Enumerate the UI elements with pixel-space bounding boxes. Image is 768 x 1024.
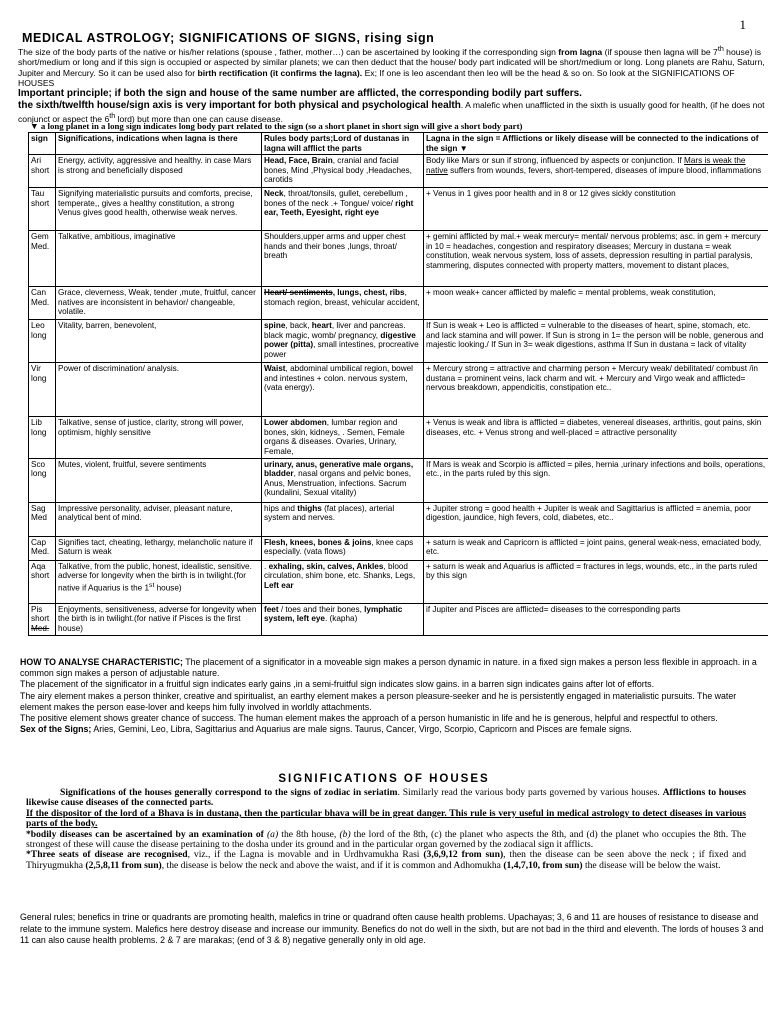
signif-cell: Vitality, barren, benevolent,	[56, 320, 262, 363]
body-cell: Head, Face, Brain, cranial and facial bones, Mind ,Physical body ,Headaches, carotids	[262, 155, 424, 188]
body-cell: hips and thighs (fat places), arterial system and nerves.	[262, 502, 424, 536]
table-row	[29, 502, 768, 536]
intro-paragraph-1: The size of the body parts of the native or his/her relations (spouse , father, mother…) can be ascertained by looking if the corresponding sign from lagna (if spouse then lagna will be 7th house) is short/medium or long and if this sign is occupied or aspected by similar planets; we can then deduct that the house/ body part indicated will be short/medium or long. Long planets are Rahu, Saturn, Jupiter and Mercury. So it can be used also for birth rectification (it confirms the lagna). Ex; If one is leo ascendant then leo will be the head & so on. So look at the SIGNIFICATIONS OF HOUSES	[18, 45, 765, 89]
sign-cell: Lib long	[29, 417, 56, 458]
sign-cell: Vir long	[29, 363, 56, 417]
houses-heading: SIGNIFICATIONS OF HOUSES	[278, 773, 490, 785]
houses-section	[26, 788, 746, 871]
lagna-cell: Body like Mars or sun if strong, influenced by aspects or conjunction. If Mars is weak the native suffers from wounds, fevers, short-tempered, diseases of impure blood, inflammations	[424, 155, 768, 188]
signif-cell: Enjoyments, sensitiveness, adverse for longevity when the birth is in twilight.(for native if Pisces is the first house)	[56, 603, 262, 635]
lagna-cell: If Sun is weak + Leo is afflicted = vulnerable to the diseases of heart, spine, stomach, etc. and lack stamina and will power. If Sun is strong in 1= the person will be noble, generous and majestic looking./ If Sun in 3= weak digestions, asthma If Sun in dustana = lack of vitality	[424, 320, 768, 363]
signif-cell: Grace, cleverness, Weak, tender ,mute, fruitful, cancer natives are inconsistent in behavior/ changeable, volatile.	[56, 287, 262, 320]
houses-paragraph-1: Significations of the houses generally correspond to the signs of zodiac in seriatim. Similarly read the various body parts governed by various houses. Afflictions to houses likewise cause diseases of the connected parts.	[26, 787, 746, 809]
page-number: 1	[739, 17, 746, 32]
intro-paragraph-3: the sixth/twelfth house/sign axis is very important for both physical and psychological health. A malefic when unafflicted in the sixth is usually good for health, (if he does not conjunct or aspect the 6th lord) but more than one can cause disease.	[18, 99, 765, 124]
long-planet-note: ▼ a long planet in a long sign indicates long body part related to the sign (so a short planet in short sign will give a short body part)	[30, 121, 523, 131]
lagna-cell: + Venus is weak and libra is afflicted = diabetes, venereal diseases, arthritis, gout pains, skin diseases, etc. + Venus strong and well-placed = attractive personality	[424, 417, 768, 458]
signif-cell: Power of discrimination/ analysis.	[56, 363, 262, 417]
body-cell: feet / toes and their bones, lymphatic system, left eye. (kapha)	[262, 603, 424, 635]
sex-of-signs: Sex of the Signs; Aries, Gemini, Leo, Libra, Sagittarius and Aquarius are male signs. Taurus, Cancer, Virgo, Scorpio, Capricorn and Pisces are female signs.	[20, 724, 632, 735]
body-cell: Heart/ sentiments, lungs, chest, ribs, stomach region, breast, vehicular accident,	[262, 287, 424, 320]
sign-cell: Sag Med	[29, 502, 56, 536]
houses-paragraph-3: *bodily diseases can be ascertained by an examination of (a) the 8th house, (b) the lord of the 8th, (c) the planet who aspects the 8th, and (d) the planet who occupies the 8th. The strongest of these will cause the disease pertaining to the dosha under its ground and in the particular organ governed by the zodiacal sign it afflicts.	[26, 828, 746, 851]
signif-cell: Signifies tact, cheating, lethargy, melancholic nature if Saturn is weak	[56, 536, 262, 560]
important-principle: Important principle; if both the sign and house of the same number are afflicted, the corresponding bodily part suffers.	[18, 88, 582, 100]
sign-cell: Pis short Med.	[29, 603, 56, 635]
signif-cell: Impressive personality, adviser, pleasant nature, analytical bent of mind.	[56, 502, 262, 536]
lagna-cell: + Mercury strong = attractive and charming person + Mercury weak/ debilitated/ combust /in dustana = prominent veins, lack charm and wit. + Mercury and Virgo weak and afflicted= nervous breakdown, appendicitis, constipation etc..	[424, 363, 768, 417]
page-title: MEDICAL ASTROLOGY; SIGNIFICATIONS OF SIGNS, rising sign	[22, 31, 435, 45]
sign-cell: Leo long	[29, 320, 56, 363]
lagna-cell: if Jupiter and Pisces are afflicted= diseases to the corresponding parts	[424, 603, 768, 635]
table-row	[29, 458, 768, 502]
signif-cell: Signifying materialistic pursuits and comforts, precise, temperate,, gives a healthy constitution, a strong Venus gives good health, otherwise weak nerves.	[56, 188, 262, 231]
lagna-cell: + Venus in 1 gives poor health and in 8 or 12 gives sickly constitution	[424, 188, 768, 231]
table-row	[29, 417, 768, 458]
sign-cell: Tau short	[29, 188, 56, 231]
table-row	[29, 155, 768, 188]
signs-table	[28, 132, 768, 636]
how-to-analyse-section	[20, 657, 766, 735]
sign-cell: Sco long	[29, 458, 56, 502]
signif-cell: Mutes, violent, fruitful, severe sentiments	[56, 458, 262, 502]
lagna-cell: + moon weak+ cancer afflicted by malefic = mental problems, weak constitution,	[424, 287, 768, 320]
howto-paragraph-4: The positive element shows greater chance of success. The human element makes the approach of a person humanistic in life and he is generous, helpful and respectful to others.	[20, 713, 718, 724]
signif-cell: Energy, activity, aggressive and healthy. in case Mars is strong and beneficially disposed	[56, 155, 262, 188]
howto-paragraph-3: The airy element makes a person thinker, creative and spiritualist, an earthy element makes a person pleasure-seeker and he is persistently engaged in materialistic pursuits. The water element makes the person ease-lover and keeps him fully involved in worldly attachments.	[20, 690, 737, 712]
intro-section	[18, 44, 766, 124]
signif-cell: Talkative, sense of justice, clarity, strong will power, optimism, highly sensitive	[56, 417, 262, 458]
houses-paragraph-4: *Three seats of disease are recognised, viz., if the Lagna is movable and in Urdhvamukha Rasi (3,6,9,12 from sun), then the disease can be seen above the neck ; if fixed and Thiryugmukha (2,5,8,11 from sun), the disease is below the neck and above the waist, and if it is common and Adhomukha (1,4,7,10, from sun) the disease will be below the waist.	[26, 849, 747, 871]
lagna-cell: If Mars is weak and Scorpio is afflicted = piles, hernia ,urinary infections and boils, operations, etc., in the parts ruled by this sign.	[424, 458, 768, 502]
header-body-parts: Rules body parts;Lord of dustanas in lagna will afflict the parts	[262, 133, 424, 155]
signif-cell: Talkative, from the public, honest, idealistic, sensitive. adverse for longevity when the birth is in twilight.(for native if Aquarius is the 1st house)	[56, 560, 262, 603]
body-cell: . exhaling, skin, calves, Ankles, blood circulation, shim bone, etc. Shanks, Legs, Left ear	[262, 560, 424, 603]
body-cell: urinary, anus, generative male organs, bladder, nasal organs and pelvic bones, Anus, Menstruation, infections. Sacrum (kundalini, Sexual vitality)	[262, 458, 424, 502]
body-cell: spine, back, heart, liver and pancreas. black magic, womb/ pregnancy, digestive power (pitta), small intestines, procreative power	[262, 320, 424, 363]
sign-cell: Can Med.	[29, 287, 56, 320]
table-row	[29, 188, 768, 231]
body-cell: Lower abdomen, lumbar region and bones, skin, kidneys, . Semen, Female organs & diseases. Ovaries, Urinary, Female,	[262, 417, 424, 458]
lagna-cell: + saturn is weak and Capricorn is afflicted = joint pains, general weak-ness, emaciated body, etc.	[424, 536, 768, 560]
lagna-cell: + saturn is weak and Aquarius is afflicted = fractures in legs, wounds, etc., in the parts ruled by this sign	[424, 560, 768, 603]
table-row	[29, 363, 768, 417]
header-significations: Significations, indications when lagna is there	[56, 133, 262, 155]
body-cell: Neck, throat/tonsils, gullet, cerebellum , bones of the neck .+ Tongue/ voice/ right ear, Teeth, Eyesight, right eye	[262, 188, 424, 231]
table-header-row	[29, 133, 768, 155]
general-rules: General rules; benefics in trine or quadrants are promoting health, malefics in trine or quadrand often cause health problems. Upachayas; 3, 6 and 11 are houses of resistance to disease and relate to the immune system. Malefics here destroy disease and increase our immunity. Benefics do not do well in the sixth, but are not bad in the third and eleventh. The lords of houses 3 and 11 can also cause health problems. 2 & 7 are marakas; (end of 3 & 8) negative generally only in old age.	[20, 912, 764, 946]
sign-cell: Gem Med.	[29, 231, 56, 287]
lagna-cell: + gemini afflicted by mal.+ weak mercury= mental/ nervous problems; asc. in gem + mercury in 10 = headaches, congestion and respiratory diseases; Mercury in dustana = weak constitution, weak nervous system, loss of assets, depression resulting in partial paralysis, stammering, disputes connected with property matters, movement to distant places,	[424, 231, 768, 287]
signif-cell: Talkative, ambitious, imaginative	[56, 231, 262, 287]
sign-cell: Aqa short	[29, 560, 56, 603]
header-lagna: Lagna in the sign = Afflictions or likely disease will be connected to the indications of the sign ▼	[424, 133, 768, 155]
sign-cell: Cap Med.	[29, 536, 56, 560]
body-cell: Shoulders,upper arms and upper chest hands and their bones ,lungs, throat/ breath	[262, 231, 424, 287]
body-cell: Flesh, knees, bones & joins, knee caps especially. (vata flows)	[262, 536, 424, 560]
houses-paragraph-2: If the dispositor of the lord of a Bhava is in dustana, then the particular bhava will be in great danger. This rule is very useful in medical astrology to detect diseases in various parts of the body.	[26, 807, 746, 830]
howto-paragraph-2: The placement of the significator in a fruitful sign indicates early gains ,in a semi-fruitful sign indicates slow gains. in a barren sign indicates gains after lot of efforts.	[20, 679, 655, 690]
header-sign: sign	[29, 133, 56, 155]
table-row	[29, 320, 768, 363]
table-row	[29, 231, 768, 287]
lagna-cell: + Jupiter strong = good health + Jupiter is weak and Sagittarius is afflicted = anemia, poor digestion, jaundice, high fevers, cold, diabetes, etc..	[424, 502, 768, 536]
body-cell: Waist, abdominal umbilical region, bowel and intestines + colon. nervous system, (vata energy).	[262, 363, 424, 417]
table-row	[29, 536, 768, 560]
table-row	[29, 287, 768, 320]
sign-cell: Ari short	[29, 155, 56, 188]
howto-paragraph-1: HOW TO ANALYSE CHARACTERISTIC; The placement of a significator in a moveable sign makes a person dynamic in nature. in a fixed sign makes a person less flexible in approach. in a common sign makes a person of adjustable nature.	[20, 657, 757, 679]
table-row	[29, 560, 768, 603]
table-row	[29, 603, 768, 635]
